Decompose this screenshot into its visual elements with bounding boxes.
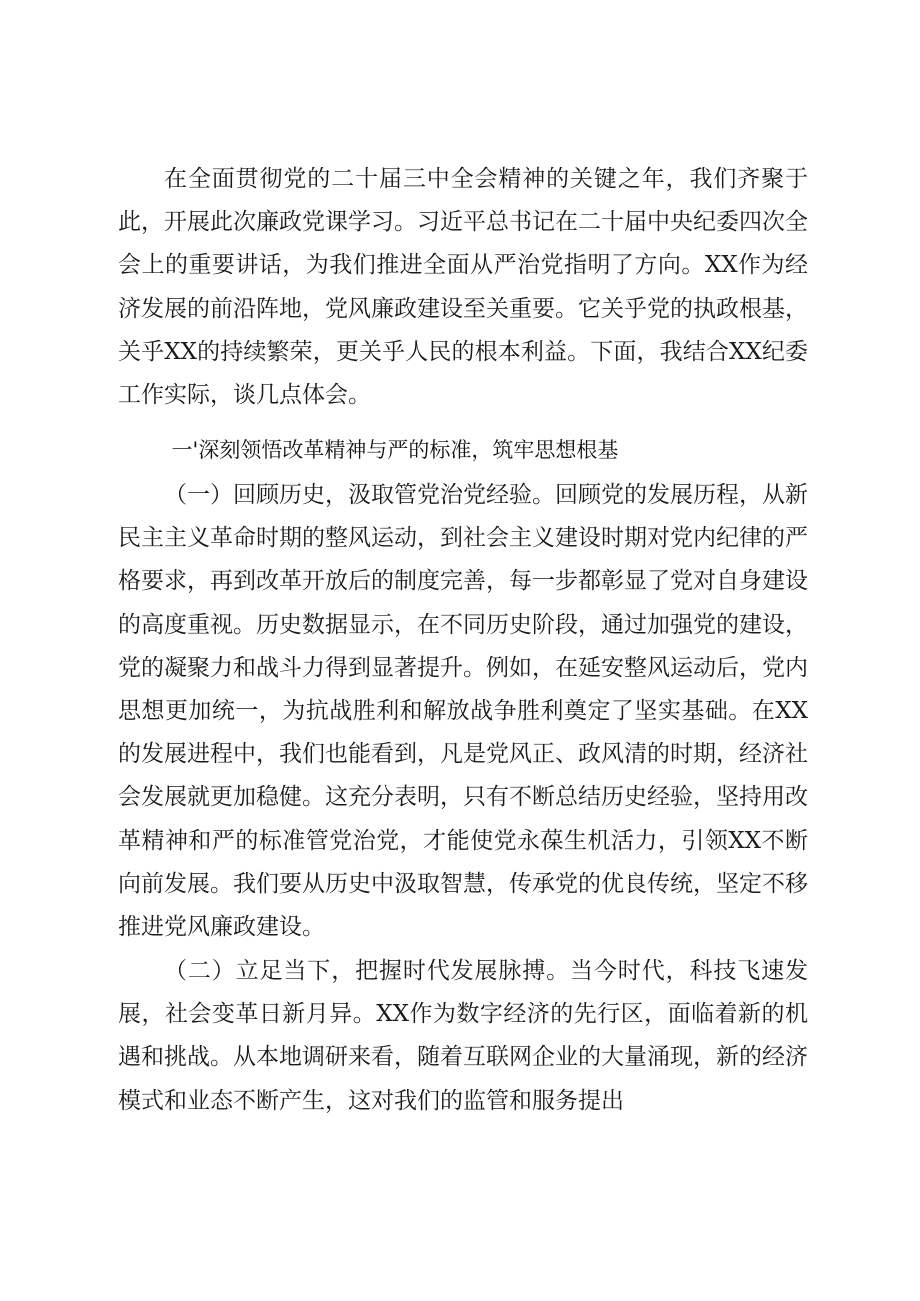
section-heading-block: [118, 429, 808, 472]
section-heading: 一'深刻领悟改革精神与严的标准，筑牢思想根基: [171, 438, 619, 462]
intro-section: [118, 158, 808, 417]
present-section: [118, 950, 808, 1123]
history-paragraph: （一）回顾历史，汲取管党治党经验。回顾党的发展历程，从新民主主义革命时期的整风运动，到社会主义建设时期对党内纪律的严格要求，再到改革开放后的制度完善，每一步都彰显了党对自身建设的高度重视。历史数据显示，在不同历史阶段，通过加强党的建设，党的凝聚力和战斗力得到显著提升。例如，在延安整风运动后，党内思想更加统一，为抗战胜利和解放战争胜利奠定了坚实基础。在XX的发展进程中，我们也能看到，凡是党风正、政风清的时期，经济社会发展就更加稳健。这充分表明，只有不断总结历史经验，坚持用改革精神和严的标准管党治党，才能使党永葆生机活力，引领XX不断向前发展。我们要从历史中汲取智慧，传承党的优良传统，坚定不移推进党风廉政建设。: [118, 482, 808, 941]
intro-paragraph: 在全面贯彻党的二十届三中全会精神的关键之年，我们齐聚于此，开展此次廉政党课学习。习近平总书记在二十届中央纪委四次全会上的重要讲话，为我们推进全面从严治党指明了方向。XX作为经济发展的前沿阵地，党风廉政建设至关重要。它关乎党的执政根基，关乎XX的持续繁荣，更关乎人民的根本利益。下面，我结合XX纪委工作实际，谈几点体会。: [118, 166, 808, 409]
present-paragraph: （二）立足当下，把握时代发展脉搏。当今时代，科技飞速发展，社会变革日新月异。XX作为数字经济的先行区，面临着新的机遇和挑战。从本地调研来看，随着互联网企业的大量涌现，新的经济模式和业态不断产生，这对我们的监管和服务提出: [118, 958, 808, 1114]
history-section: [118, 474, 808, 949]
